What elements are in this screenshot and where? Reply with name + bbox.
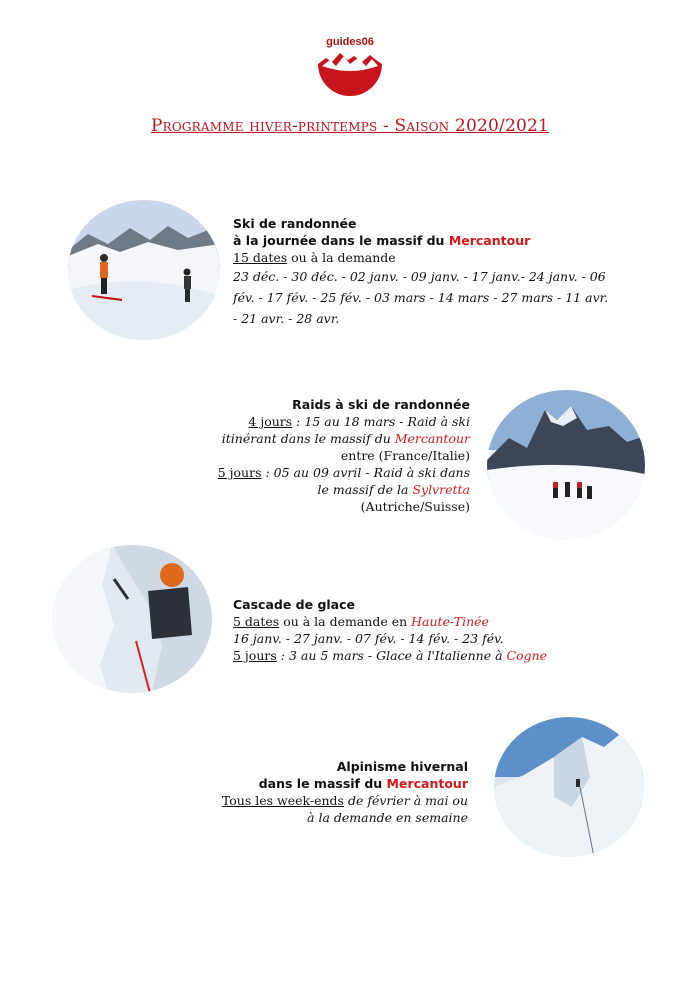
- ski-dates-suffix: ou à la demande: [287, 250, 396, 265]
- raids-r1-label[interactable]: 4 jours: [248, 414, 293, 429]
- guides06-logo: [310, 36, 390, 98]
- raids-r2-label[interactable]: 5 jours: [217, 465, 262, 480]
- raids-r2-text-c: (Autriche/Suisse): [360, 499, 470, 514]
- alpinisme-link[interactable]: Tous les week-ends: [221, 793, 344, 808]
- raids-heading: Raids à ski de randonnée: [292, 397, 470, 412]
- ski-subheading-text: à la journée dans le massif du: [233, 233, 449, 248]
- alpinism-photo: [494, 717, 644, 857]
- logo-text: guides06: [326, 36, 374, 48]
- ski-touring-photo: [68, 200, 220, 340]
- alpinisme-heading: Alpinisme hivernal: [336, 759, 468, 774]
- ski-section: [233, 215, 613, 329]
- cascade-r-label[interactable]: 5 jours: [233, 648, 277, 663]
- alpinisme-section: [208, 758, 468, 826]
- cascade-heading: Cascade de glace: [233, 597, 356, 612]
- raids-r1-line1: [210, 413, 470, 430]
- alpinisme-place: Mercantour: [386, 776, 468, 791]
- cascade-section: [233, 596, 613, 664]
- cascade-dates-list: 16 janv. - 27 janv. - 07 fév. - 14 fév. - 23 fév.: [233, 631, 504, 646]
- cascade-r-place: Cogne: [506, 648, 548, 663]
- raids-r2-text-a: : 05 au 09 avril - Raid à ski dans: [261, 465, 470, 480]
- cascade-dates-mid: ou à la demande en: [279, 614, 412, 629]
- ski-raid-photo: [487, 390, 645, 540]
- ski-dates-list: 23 déc. - 30 déc. - 02 janv. - 09 janv. - 17 janv.- 24 janv. - 06 fév. - 17 fév. - 25 fév. - 03 mars - 14 mars - 27 mars - 11 avr. - 21 avr. - 28 avr.: [233, 269, 609, 326]
- cascade-place: Haute-Tinée: [411, 614, 489, 629]
- cascade-dates-link[interactable]: 5 dates: [233, 614, 280, 629]
- raids-r2-place: Sylvretta: [412, 482, 470, 497]
- raids-r2-text-b: le massif de la: [317, 482, 413, 497]
- raids-r1-text-c: entre (France/Italie): [340, 448, 470, 463]
- alpinisme-subheading: [208, 775, 468, 792]
- alpinisme-subheading-text: dans le massif du: [258, 776, 387, 791]
- ski-place: Mercantour: [448, 233, 531, 248]
- ski-dates-link[interactable]: 15 dates: [233, 250, 288, 265]
- raids-r1-line2: [210, 430, 470, 447]
- cascade-dates-line: [233, 613, 613, 630]
- raids-r1-text-b: itinérant dans le massif du: [221, 431, 395, 446]
- raids-r2-line2: [210, 481, 470, 498]
- alpinisme-line1: [208, 792, 468, 809]
- page-title: Programme hiver-printemps - Saison 2020/2021: [150, 116, 550, 136]
- alpinisme-line2: à la demande en semaine: [307, 810, 468, 825]
- ski-subheading: [233, 232, 613, 249]
- raids-r1-text-a: : 15 au 18 mars - Raid à ski: [292, 414, 470, 429]
- ice-climbing-photo: [52, 545, 212, 693]
- cascade-r-line: [233, 647, 613, 664]
- mountain-logo-icon: [316, 50, 384, 98]
- raids-r1-place: Mercantour: [394, 431, 470, 446]
- raids-r2-line1: [210, 464, 470, 481]
- alpinisme-line-text: de février à mai ou: [343, 793, 468, 808]
- cascade-r-text: : 3 au 5 mars - Glace à l'Italienne à: [276, 648, 507, 663]
- ski-heading: Ski de randonnée: [233, 216, 357, 231]
- raids-section: [210, 396, 470, 515]
- ski-dates-line: [233, 249, 613, 266]
